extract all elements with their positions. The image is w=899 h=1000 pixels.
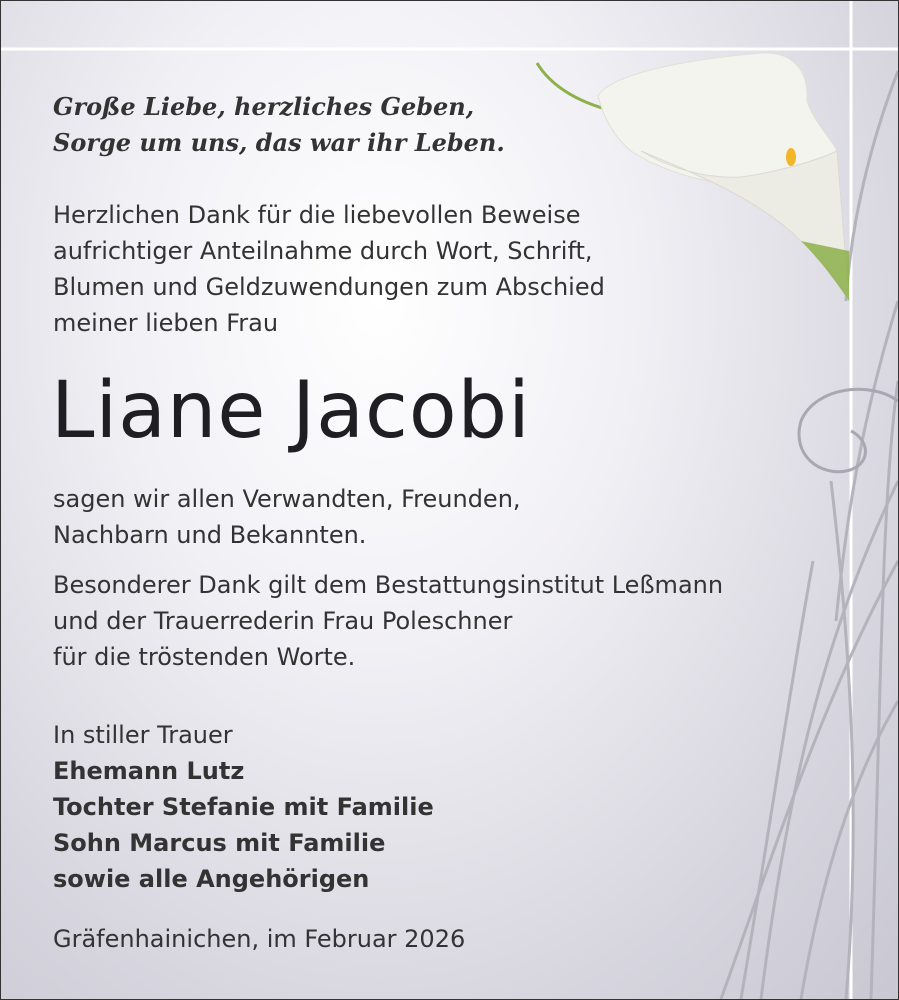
text-line: Nachbarn und Bekannten. [53, 521, 367, 549]
thanks-paragraph [53, 197, 605, 341]
place-and-date: Gräfenhainichen, im Februar 2026 [53, 925, 466, 953]
verse [53, 89, 505, 161]
mourner-name: Tochter Stefanie mit Familie [53, 793, 434, 821]
text-line: Blumen und Geldzuwendungen zum Abschied [53, 273, 605, 301]
text-line: Besonderer Dank gilt dem Bestattungsinstitut Leßmann [53, 571, 724, 599]
verse-line: Große Liebe, herzliches Geben, [53, 92, 475, 121]
swirl-icon [799, 389, 898, 471]
deceased-name: Liane Jacobi [51, 366, 531, 456]
mourner-name: Sohn Marcus mit Familie [53, 829, 386, 857]
text-line: aufrichtiger Anteilnahme durch Wort, Schrift, [53, 237, 593, 265]
mourner-name: sowie alle Angehörigen [53, 865, 370, 893]
verse-line: Sorge um uns, das war ihr Leben. [53, 128, 505, 157]
text-line: für die tröstenden Worte. [53, 643, 356, 671]
text-line: sagen wir allen Verwandten, Freunden, [53, 485, 521, 513]
mourners-intro: In stiller Trauer [53, 721, 233, 749]
special-thanks-paragraph [53, 567, 723, 675]
closing-paragraph [53, 481, 521, 553]
mourners-block [53, 717, 434, 897]
mourner-name: Ehemann Lutz [53, 757, 245, 785]
text-line: und der Trauerrederin Frau Poleschner [53, 607, 513, 635]
text-line: meiner lieben Frau [53, 309, 279, 337]
text-line: Herzlichen Dank für die liebevollen Beweise [53, 201, 581, 229]
